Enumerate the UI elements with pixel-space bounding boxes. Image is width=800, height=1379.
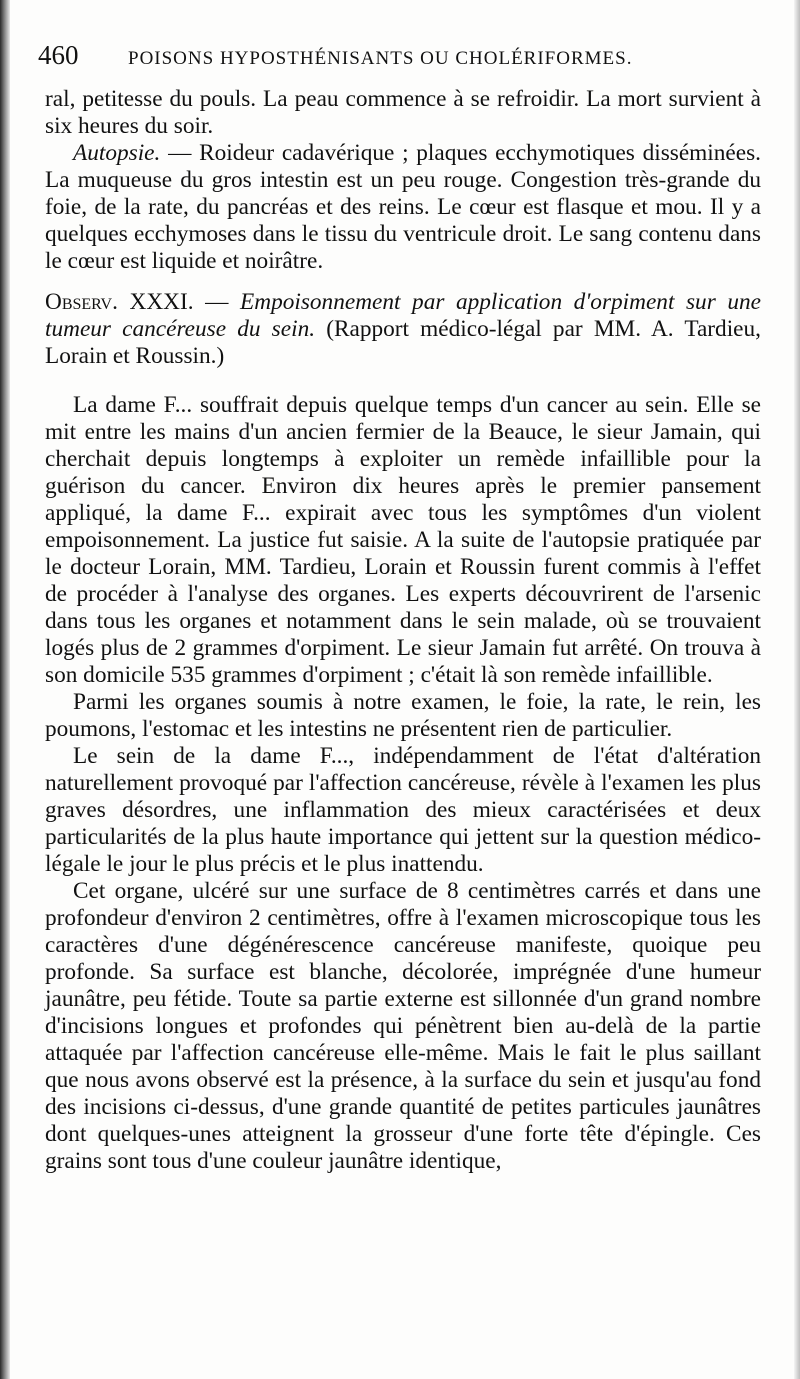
paragraph-text: Parmi les organes soumis à notre examen, le foie, la rate, le rein, les poumons, l'estomac et les intestins ne présentent rien de particulier. bbox=[45, 689, 761, 742]
observation-label: Observ. XXXI. bbox=[45, 289, 194, 315]
paragraph-text: Le sein de la dame F..., indépendamment de l'état d'altération naturellement provoqué par l'affection cancéreuse, révèle à l'examen les plus graves désordres, une inflammation des mieux caractérisées et deux particularités de la plus haute importance qui jettent sur la question médico-légale le jour le plus précis et le plus inattendu. bbox=[45, 743, 761, 877]
page-number: 460 bbox=[38, 40, 79, 70]
paragraph-case-summary bbox=[45, 392, 761, 689]
paragraph-text: ral, petitesse du pouls. La peau commence à se refroidir. La mort survient à six heures du soir. bbox=[45, 86, 761, 139]
running-title: POISONS HYPOSTHÉNISANTS OU CHOLÉRIFORMES. bbox=[128, 48, 633, 69]
page-body bbox=[45, 86, 761, 1175]
paragraph-organs bbox=[45, 689, 761, 743]
page-right-edge bbox=[794, 0, 800, 1379]
autopsy-label: Autopsie. bbox=[73, 140, 161, 166]
page-left-shadow bbox=[0, 0, 10, 1379]
paragraph-autopsie bbox=[45, 140, 761, 275]
paragraph-text: La dame F... souffrait depuis quelque temps d'un cancer au sein. Elle se mit entre les mains d'un ancien fermier de la Beauce, le sieur Jamain, qui cherchait depuis longtemps à exploiter un remède infaillible pour la guérison du cancer. Environ dix heures après le premier pansement appliqué, la dame F... expirait avec tous les symptômes d'un violent empoisonnement. La justice fut saisie. A la suite de l'autopsie pratiquée par le docteur Lorain, MM. Tardieu, Lorain et Roussin furent commis à l'effet de procéder à l'analyse des organes. Les experts découvrirent de l'arsenic dans tous les organes et notamment dans le sein malade, où se trouvaient logés plus de 2 grammes d'orpiment. Le sieur Jamain fut arrêté. On trouva à son domicile 535 grammes d'orpiment ; c'était là son remède infaillible. bbox=[45, 392, 761, 688]
paragraph-organ-description bbox=[45, 878, 761, 1175]
paragraph-continuation bbox=[45, 86, 761, 140]
observation-heading bbox=[45, 289, 761, 370]
observation-source: (Rapport médico-légal par MM. A. Tardieu, Lorain et Roussin.) bbox=[45, 316, 761, 369]
paragraph-text: — Roideur cadavérique ; plaques ecchymotiques disséminées. La muqueuse du gros intestin est un peu rouge. Congestion très-grande du foie, de la rate, du pancréas et des reins. Le cœur est flasque et mou. Il y a quelques ecchymoses dans le tissu du ventricule droit. Le sang contenu dans le cœur est liquide et noirâtre. bbox=[45, 140, 761, 274]
paragraph-breast-exam bbox=[45, 743, 761, 878]
observation-title: Empoisonnement par application d'orpiment sur une tumeur cancéreuse du sein. bbox=[45, 289, 761, 342]
page-header bbox=[38, 40, 760, 80]
paragraph-text: Cet organe, ulcéré sur une surface de 8 centimètres carrés et dans une profondeur d'environ 2 centimètres, offre à l'examen microscopique tous les caractères d'une dégénérescence cancéreuse manifeste, quoique peu profonde. Sa surface est blanche, décolorée, imprégnée d'une humeur jaunâtre, peu fétide. Toute sa partie externe est sillonnée d'un grand nombre d'incisions longues et profondes qui pénètrent bien au-delà de la partie attaquée par l'affection cancéreuse elle-même. Mais le fait le plus saillant que nous avons observé est la présence, à la surface du sein et jusqu'au fond des incisions ci-dessus, d'une grande quantité de petites particules jaunâtres dont quelques-unes atteignent la grosseur d'une forte tête d'épingle. Ces grains sont tous d'une couleur jaunâtre identique, bbox=[45, 878, 761, 1174]
observation-separator: — bbox=[193, 289, 241, 315]
